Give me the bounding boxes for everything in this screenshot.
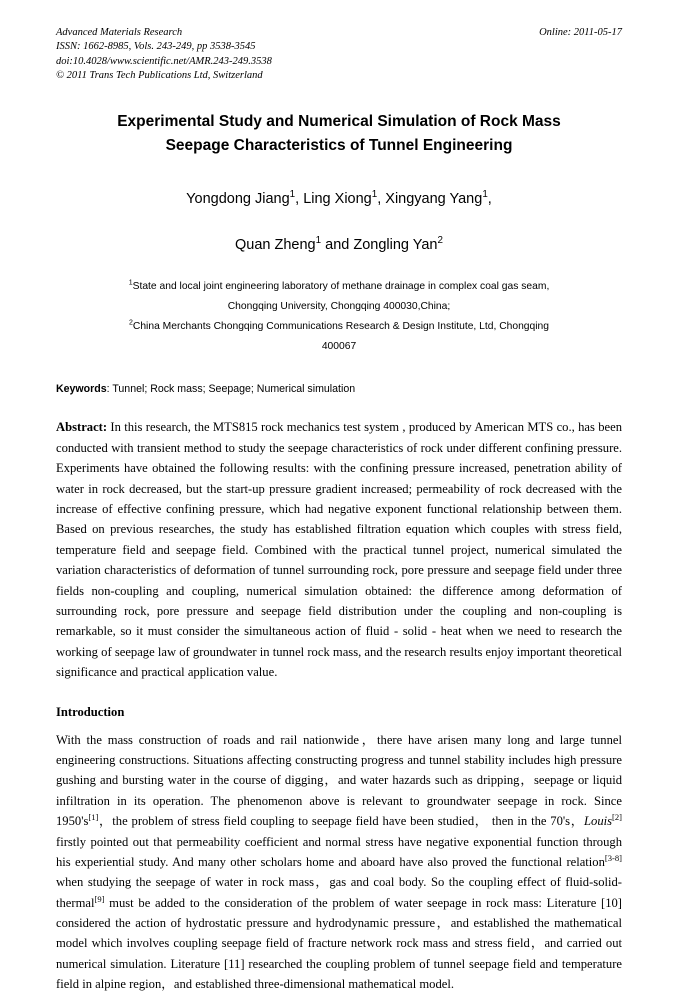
affiliation-1-cont: Chongqing University, Chongqing 400030,China; [227, 301, 451, 313]
abstract-text: In this research, the MTS815 rock mechanics test system , produced by American MTS co., has been conducted with transient method to study the seepage characteristics of rock under different confining pressure. Experiments have obtained the following results: with the confining pressure increased, penetration ability of water in rock decreased, but the start-up pressure gradient increased; permeability of rock decreased with the increase of effective confining pressure, which had negative exponent functional relationship between them. Based on previous researches, the study has established filtration equation which couples with stress field, temperature field and seepage field. Combined with the practical tunnel project, numerical simulated the variation characteristics of deformation of tunnel surrounding rock, pore pressure and seepage field under three fields non-coupling and coupling, numerical simulation obtained: the difference among deformation of surrounding rock, pore pressure and seepage field distribution under the coupling and non-coupling is remarkable, so it must consider the simultaneous action of fluid - solid - heat when we need to research the working of seepage law of groundwater in tunnel rock mass, and the research results enjoy important theoretical significance and practical application value. [56, 420, 622, 680]
doi-line: doi:10.4028/www.scientific.net/AMR.243-249.3538 [56, 55, 272, 67]
citation-ref-9: [9] [94, 893, 105, 904]
intro-seg-0: With the mass construction of roads and rail nationwide，there have arisen many long and large tunnel engineering constructions. Situations affecting constructing progress and tunnel stability includes high pressure gushing and bursting water in the course of digging，and water hazards such as dripping，seepage or liquid infiltration in its operation. The phenomenon above is relevant to groundwater seepage in rock. Since 1950's [56, 732, 622, 829]
citation-ref-3-8: [3-8] [604, 852, 622, 863]
introduction-paragraph [56, 730, 622, 995]
online-date: Online: 2011-05-17 [539, 27, 622, 38]
author-3: Xingyang Yang$^1$ [385, 189, 488, 207]
page-header [56, 26, 622, 84]
keywords-label: Keywords [56, 383, 107, 396]
author-2-affil-marker: 1 [371, 189, 378, 201]
page-title [56, 110, 622, 158]
intro-seg-7: when studying the seepage of water in rock mass，gas and coal body. So the coupling effect of fluid-solid-thermal [56, 875, 622, 910]
author-1-affil-marker: 1 [289, 189, 296, 201]
journal-name: Advanced Materials Research [56, 27, 183, 38]
author-1: Yongdong Jiang$^1$ [186, 189, 296, 207]
title-line-2: Seepage Characteristics of Tunnel Engineering [165, 136, 513, 154]
abstract-label: Abstract: [56, 420, 108, 435]
citation-ref-2: [2] [612, 811, 622, 822]
title-line-1: Experimental Study and Numerical Simulation of Rock Mass [117, 112, 561, 130]
citation-ref-1: [1] [88, 811, 99, 822]
affiliation-2-cont: 400067 [321, 341, 357, 353]
issn-line: ISSN: 1662-8985, Vols. 243-249, pp 3538-3545 [56, 41, 256, 53]
section-heading-introduction: Introduction [56, 704, 125, 719]
affiliation-2-marker: 2 [128, 319, 133, 327]
cited-author-louis: Louis [584, 814, 613, 829]
author-4-affil-marker: 1 [315, 235, 322, 247]
intro-seg-2: ，the problem of stress field coupling to seepage field have been studied， then in the 70's， [98, 814, 585, 829]
keywords-line [56, 383, 622, 395]
keywords-text: : Tunnel; Rock mass; Seepage; Numerical simulation [106, 383, 356, 396]
author-line-2 [56, 237, 622, 253]
author-line-1: Yongdong Jiang$^1$, Ling Xiong$^1$, Xingyang Yang$^1$, [186, 189, 492, 207]
affiliation-2: $^2$China Merchants Chongqing Communications Research & Design Institute, Ltd, Chongqing [128, 319, 549, 333]
author-3-affil-marker: 1 [482, 189, 488, 201]
author-join-word: and [325, 237, 350, 254]
author-2: Ling Xiong$^1$ [303, 189, 378, 207]
author-4: Quan Zheng$^1$ [235, 235, 322, 254]
affiliations-block [56, 277, 622, 357]
intro-seg-5: firstly pointed out that permeability coefficient and normal stress have negative exponential function through his experiential study. And many other scholars home and aboard have also proved the functional relation [56, 834, 622, 869]
affiliation-1-marker: 1 [128, 279, 133, 287]
author-5-affil-marker: 2 [437, 235, 443, 247]
abstract-paragraph [56, 417, 622, 682]
intro-seg-9: must be added to the consideration of the problem of water seepage in rock mass: Literature [10] considered the action of hydrostatic pressure and hydrodynamic pressure，and established the mathematical model which involves coupling seepage field of fracture network rock mass and stress field，and carried out numerical simulation. Literature [11] researched the coupling problem of tunnel seepage field and temperature field in alpine region，and established three-dimensional mathematical model. [56, 895, 622, 992]
affiliation-1: $^1$State and local joint engineering laboratory of methane drainage in complex coal gas seam, [128, 279, 550, 293]
copyright-line: © 2011 Trans Tech Publications Ltd, Switzerland [56, 70, 263, 82]
author-5: Zongling Yan$^2$ [353, 235, 443, 254]
header-left-block [56, 26, 272, 84]
